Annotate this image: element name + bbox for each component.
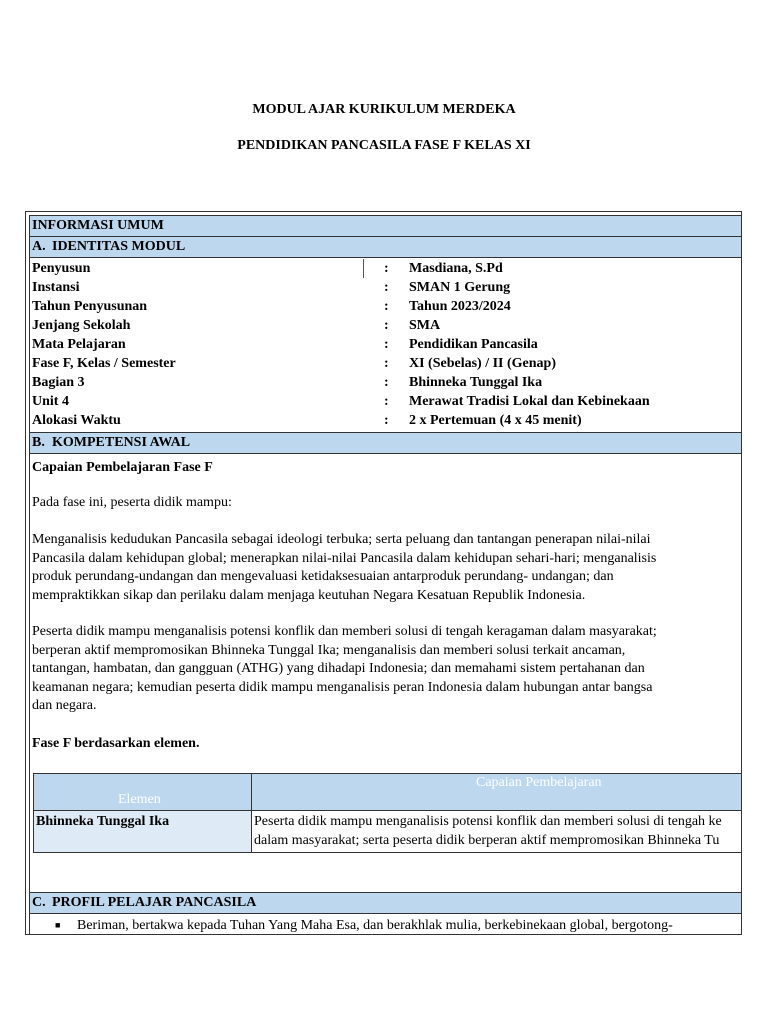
capaian-paragraph-1 <box>32 531 740 605</box>
identitas-colon: : <box>384 280 389 295</box>
identitas-colon: : <box>384 299 389 314</box>
paragraph-line: Pancasila dalam kehidupan global; menerapkan nilai-nilai Pancasila dalam kehidupan sehari-hari; menganalisis <box>32 550 657 566</box>
identitas-label: Jenjang Sekolah <box>32 318 131 333</box>
section-informasi-umum <box>30 216 742 237</box>
section-number: A. <box>32 239 46 254</box>
list-item-text: Beriman, bertakwa kepada Tuhan Yang Maha Esa, dan berakhlak mulia, berkebinekaan global, bergotong- <box>77 918 673 933</box>
identitas-colon: : <box>384 394 389 409</box>
identitas-label: Mata Pelajaran <box>32 337 126 352</box>
identitas-colon: : <box>384 356 389 371</box>
paragraph-line: Menganalisis kedudukan Pancasila sebagai ideologi terbuka; serta peluang dan tantangan penerapan nilai-nilai <box>32 532 651 547</box>
identitas-row <box>30 411 742 430</box>
identitas-label: Tahun Penyusunan <box>32 299 148 314</box>
identitas-value: Tahun 2023/2024 <box>409 299 511 314</box>
section-number: B. <box>32 435 45 450</box>
paragraph-line: mempraktikkan sikap dan perilaku dalam menjaga keutuhan Negara Kesatuan Republik Indonesia. <box>32 587 586 603</box>
capaian-elemen-table <box>33 773 742 853</box>
identitas-colon: : <box>384 413 389 428</box>
identitas-row <box>30 392 742 411</box>
section-identitas-modul-label: IDENTITAS MODUL <box>52 239 186 254</box>
identitas-value: Bhinneka Tunggal Ika <box>409 375 543 390</box>
identitas-label: Penyusun <box>32 261 91 276</box>
section-kompetensi-awal-label: KOMPETENSI AWAL <box>52 435 191 450</box>
module-table <box>25 211 742 935</box>
document-title: MODUL AJAR KURIKULUM MERDEKA <box>252 102 516 117</box>
paragraph-line: dan negara. <box>32 698 97 714</box>
identitas-colon: : <box>384 261 389 276</box>
identitas-row <box>30 335 742 354</box>
identitas-row <box>30 316 742 335</box>
identitas-label: Bagian 3 <box>32 375 85 390</box>
identitas-row <box>30 297 742 316</box>
paragraph-line: tantangan, hambatan, dan gangguan (ATHG) yang dihadapi Indonesia; dan memahami sistem pertahanan dan <box>32 661 645 677</box>
bullet-square-icon: ■ <box>55 920 61 930</box>
identitas-value: SMA <box>409 318 441 333</box>
section-identitas-modul <box>30 237 742 258</box>
table-cell-line: Peserta didik mampu menganalisis potensi konflik dan memberi solusi di tengah ke <box>254 814 722 829</box>
paragraph-line: berperan aktif mempromosikan Bhinneka Tunggal Ika; menganalisis dan memberi solusi terkait ancaman, <box>32 642 626 658</box>
capaian-intro: Pada fase ini, peserta didik mampu: <box>32 495 232 510</box>
paragraph-line: Peserta didik mampu menganalisis potensi konflik dan memberi solusi di tengah keragaman dalam masyarakat; <box>32 624 657 639</box>
identitas-label: Unit 4 <box>32 394 69 409</box>
identitas-value: Pendidikan Pancasila <box>409 337 538 352</box>
table-cell-elemen: Bhinneka Tunggal Ika <box>33 811 252 853</box>
identitas-value: XI (Sebelas) / II (Genap) <box>409 356 557 371</box>
section-profil-pelajar-label: PROFIL PELAJAR PANCASILA <box>52 895 257 910</box>
identitas-colon: : <box>384 318 389 333</box>
identitas-value: Masdiana, S.Pd <box>409 261 503 276</box>
identitas-label: Instansi <box>32 280 80 295</box>
paragraph-line: produk perundang-undangan dan mengevaluasi ketidaksesuaian antarproduk perundang- undangan; dan <box>32 569 614 585</box>
table-cell-line: dalam masyarakat; serta peserta didik berperan aktif mempromosikan Bhinneka Tu <box>254 833 720 848</box>
identitas-row <box>30 373 742 392</box>
paragraph-line: keamanan negara; kemudian peserta didik mampu menganalisis peran Indonesia dalam hubungan antar bangsa <box>32 679 653 695</box>
elemen-heading: Fase F berdasarkan elemen. <box>32 736 200 751</box>
table-cell-capaian <box>252 811 742 853</box>
table-header-capaian <box>252 773 742 811</box>
document-subtitle: PENDIDIKAN PANCASILA FASE F KELAS XI <box>237 138 531 153</box>
table-header-elemen-label: Elemen <box>118 792 161 807</box>
identitas-label: Alokasi Waktu <box>32 413 121 428</box>
identitas-colon: : <box>384 375 389 390</box>
capaian-heading: Capaian Pembelajaran Fase F <box>32 460 213 475</box>
section-kompetensi-awal <box>30 432 742 454</box>
section-number: C. <box>32 895 46 910</box>
identitas-row <box>30 278 742 297</box>
table-header-capaian-label: Capaian Pembelajaran <box>476 775 602 790</box>
identitas-value: 2 x Pertemuan (4 x 45 menit) <box>409 413 582 428</box>
section-informasi-umum-label: INFORMASI UMUM <box>32 218 164 233</box>
identitas-label: Fase F, Kelas / Semester <box>32 356 176 371</box>
section-profil-pelajar <box>30 893 742 914</box>
identitas-row <box>30 259 742 278</box>
module-table-inner <box>29 215 742 935</box>
table-header-elemen <box>33 773 252 811</box>
identitas-value: Merawat Tradisi Lokal dan Kebinekaan <box>409 394 650 409</box>
identitas-row <box>30 354 742 373</box>
capaian-paragraph-2 <box>32 623 740 716</box>
identitas-value: SMAN 1 Gerung <box>409 280 511 295</box>
identitas-colon: : <box>384 337 389 352</box>
